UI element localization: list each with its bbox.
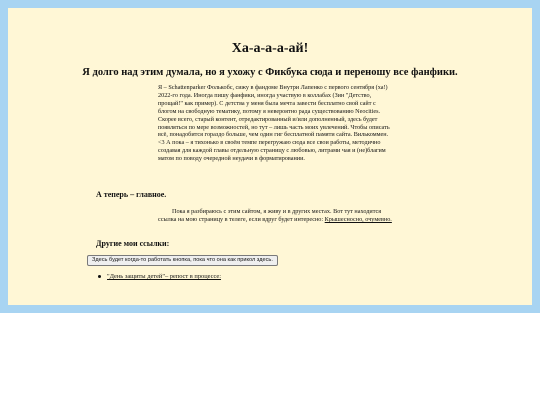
repost-status: – репост в процессе: (164, 273, 221, 280)
links-list (98, 273, 221, 280)
placeholder-button[interactable]: Здесь будет когда-то работать кнопка, пока что она как прикол здесь. (87, 255, 278, 266)
now-heading: А теперь – главное. (96, 190, 167, 199)
bullet-icon (98, 275, 101, 278)
now-paragraph (158, 208, 393, 224)
content-card (8, 8, 532, 305)
telegram-link[interactable]: Крышесносно, очумевно. (324, 215, 392, 223)
now-text: Пока я разбираюсь с этим сайтом, я живу и в других местах. Вот тут находится ссылка на мою страницу в телеге, если вдруг будет интересно: (158, 208, 382, 223)
page-subtitle: Я долго над этим думала, но я ухожу с Фикбука сюда и переношу все фанфики. (82, 67, 458, 78)
page-title: Ха-а-а-а-ай! (231, 41, 309, 56)
childrens-day-link[interactable]: "День защиты детей" (107, 273, 165, 280)
list-item (98, 273, 221, 280)
intro-paragraph: Я – Schattenparker Фолькобс, сижу в фандоме Внутри Лапенко с первого сентября (ха!) 2022-го года. Иногда пишу фанфики, иногда участвую в коллабах (Зин "Детство, прощай!" как пример). С детства у меня была мечта завести бесплатно свой сайт с блогом на свободную тематику, потому я невероятно рада существованию Neocities. Скорее всего, старый контент, отредактированный и/или дополненный, здесь будет появляться по мере возможностей, но тут – лишь часть моих увлечений. Чтобы описать всё, понадобится гораздо больше, чем один гиг бесплатной памяти сайта. Вилькоммен. <3 А пока – я тихонько в своём темпе перегружаю сюда все свои работы, методично создавая для каждой главы отдельную страницу с любовью, литрами чая и (не)благим матом по поводу очередной неудачи в форматировании. (158, 84, 390, 163)
links-heading: Другие мои ссылки: (96, 239, 170, 248)
